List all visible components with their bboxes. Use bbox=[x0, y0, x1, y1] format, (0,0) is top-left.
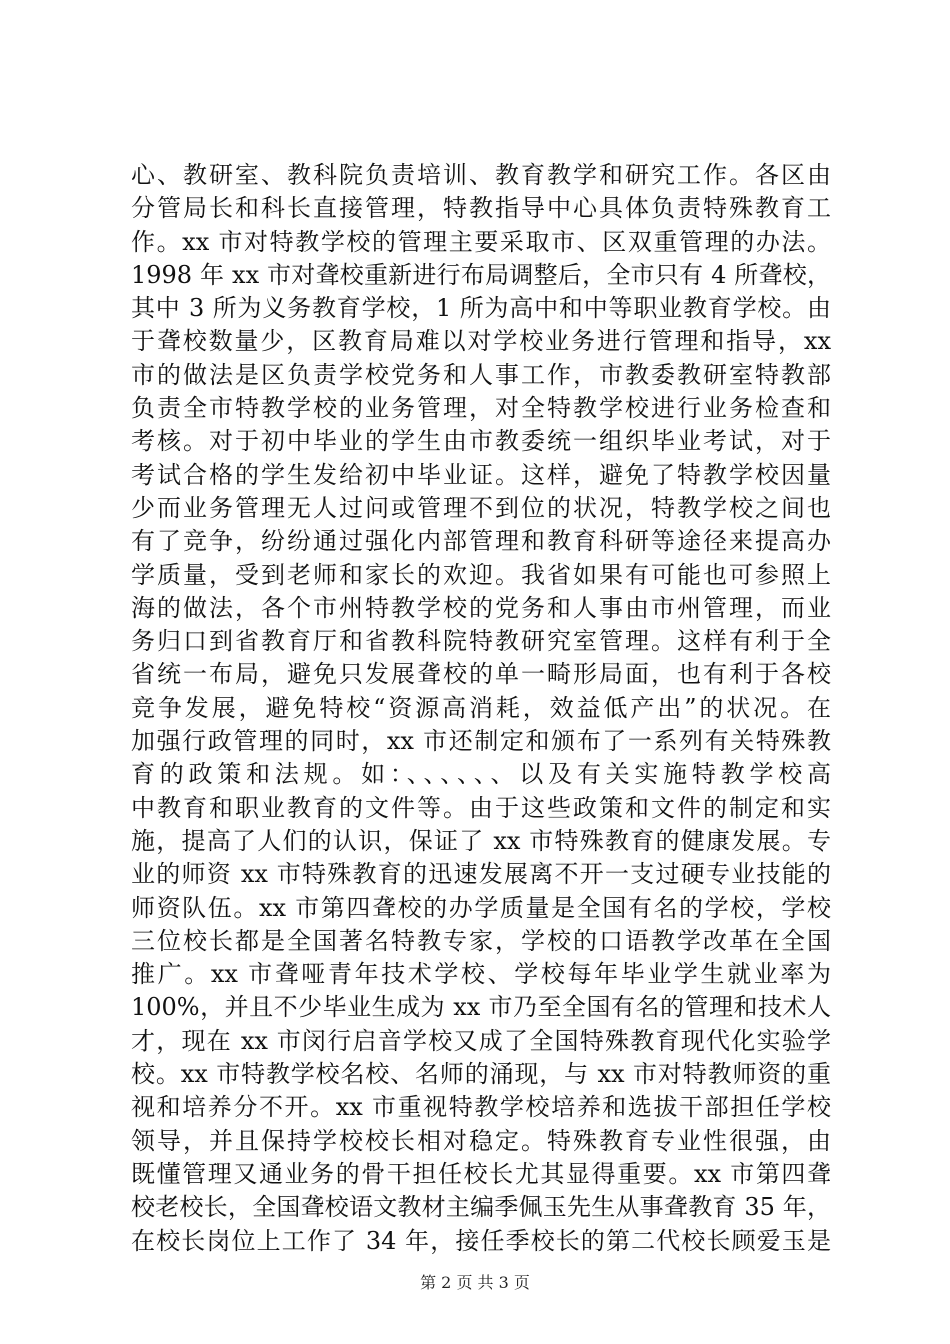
text-line: 考试合格的学生发给初中毕业证。这样，避免了特教学校因量 bbox=[131, 460, 831, 489]
text-line: 考核。对于初中毕业的学生由市教委统一组织毕业考试，对于 bbox=[131, 427, 831, 456]
text-line: 海的做法，各个市州特教学校的党务和人事由市州管理，而业 bbox=[131, 593, 831, 622]
text-line: 心、教研室、教科院负责培训、教育教学和研究工作。各区由 bbox=[131, 161, 831, 189]
text-line: 于聋校数量少，区教育局难以对学校业务进行管理和指导，xx bbox=[131, 327, 831, 356]
text-line: 务归口到省教育厅和省教科院特教研究室管理。这样有利于全 bbox=[131, 627, 831, 656]
text-line: 业的师资 xx 市特殊教育的迅速发展离不开一支过硬专业技能的 bbox=[131, 860, 831, 889]
text-line: 校老校长，全国聋校语文教材主编季佩玉先生从事聋教育 35 年， bbox=[131, 1193, 831, 1222]
text-line: 领导，并且保持学校校长相对稳定。特殊教育专业性很强，由 bbox=[131, 1126, 831, 1155]
text-line: 校。xx 市特教学校名校、名师的涌现，与 xx 市对特教师资的重 bbox=[131, 1060, 831, 1089]
text-line: 视和培养分不开。xx 市重视特教学校培养和选拔干部担任学校 bbox=[131, 1093, 831, 1122]
text-line: 育的政策和法规。如：、、、、、、以及有关实施特教学校高 bbox=[131, 760, 831, 789]
text-line: 中教育和职业教育的文件等。由于这些政策和文件的制定和实 bbox=[131, 793, 831, 822]
text-line: 其中 3 所为义务教育学校，1 所为高中和中等职业教育学校。由 bbox=[131, 294, 831, 323]
text-line: 推广。xx 市聋哑青年技术学校、学校每年毕业学生就业率为 bbox=[131, 960, 831, 989]
text-line: 作。xx 市对特教学校的管理主要采取市、区双重管理的办法。 bbox=[131, 227, 831, 256]
text-line: 分管局长和科长直接管理，特教指导中心具体负责特殊教育工 bbox=[131, 194, 831, 223]
text-line: 1998 年 xx 市对聋校重新进行布局调整后，全市只有 4 所聋校， bbox=[131, 260, 831, 289]
text-line: 三位校长都是全国著名特教专家，学校的口语教学改革在全国 bbox=[131, 926, 831, 955]
text-line: 100%，并且不少毕业生成为 xx 市乃至全国有名的管理和技术人 bbox=[131, 993, 831, 1022]
text-line: 有了竞争，纷纷通过强化内部管理和教育科研等途径来提高办 bbox=[131, 527, 831, 556]
page-footer: 第 2 页 共 3 页 bbox=[420, 1273, 530, 1292]
text-line: 负责全市特教学校的业务管理，对全特教学校进行业务检查和 bbox=[131, 394, 831, 423]
text-line: 少而业务管理无人过问或管理不到位的状况，特教学校之间也 bbox=[131, 493, 831, 522]
text-line: 市的做法是区负责学校党务和人事工作，市教委教研室特教部 bbox=[131, 360, 831, 389]
text-line: 竞争发展，避免特校“资源高消耗，效益低产出”的状况。在 bbox=[131, 693, 831, 722]
text-line: 加强行政管理的同时，xx 市还制定和颁布了一系列有关特殊教 bbox=[131, 727, 831, 756]
text-line: 才，现在 xx 市闵行启音学校又成了全国特殊教育现代化实验学 bbox=[131, 1026, 831, 1055]
text-line: 在校长岗位上工作了 34 年，接任季校长的第二代校长顾爱玉是 bbox=[131, 1226, 831, 1255]
text-line: 省统一布局，避免只发展聋校的单一畸形局面，也有利于各校 bbox=[131, 660, 831, 689]
text-line: 学质量，受到老师和家长的欢迎。我省如果有可能也可参照上 bbox=[131, 560, 831, 589]
text-line: 施，提高了人们的认识，保证了 xx 市特殊教育的健康发展。专 bbox=[131, 826, 831, 855]
text-line: 师资队伍。xx 市第四聋校的办学质量是全国有名的学校，学校 bbox=[131, 893, 831, 922]
body-paragraph bbox=[131, 159, 831, 1258]
text-line: 既懂管理又通业务的骨干担任校长尤其显得重要。xx 市第四聋 bbox=[131, 1159, 831, 1188]
